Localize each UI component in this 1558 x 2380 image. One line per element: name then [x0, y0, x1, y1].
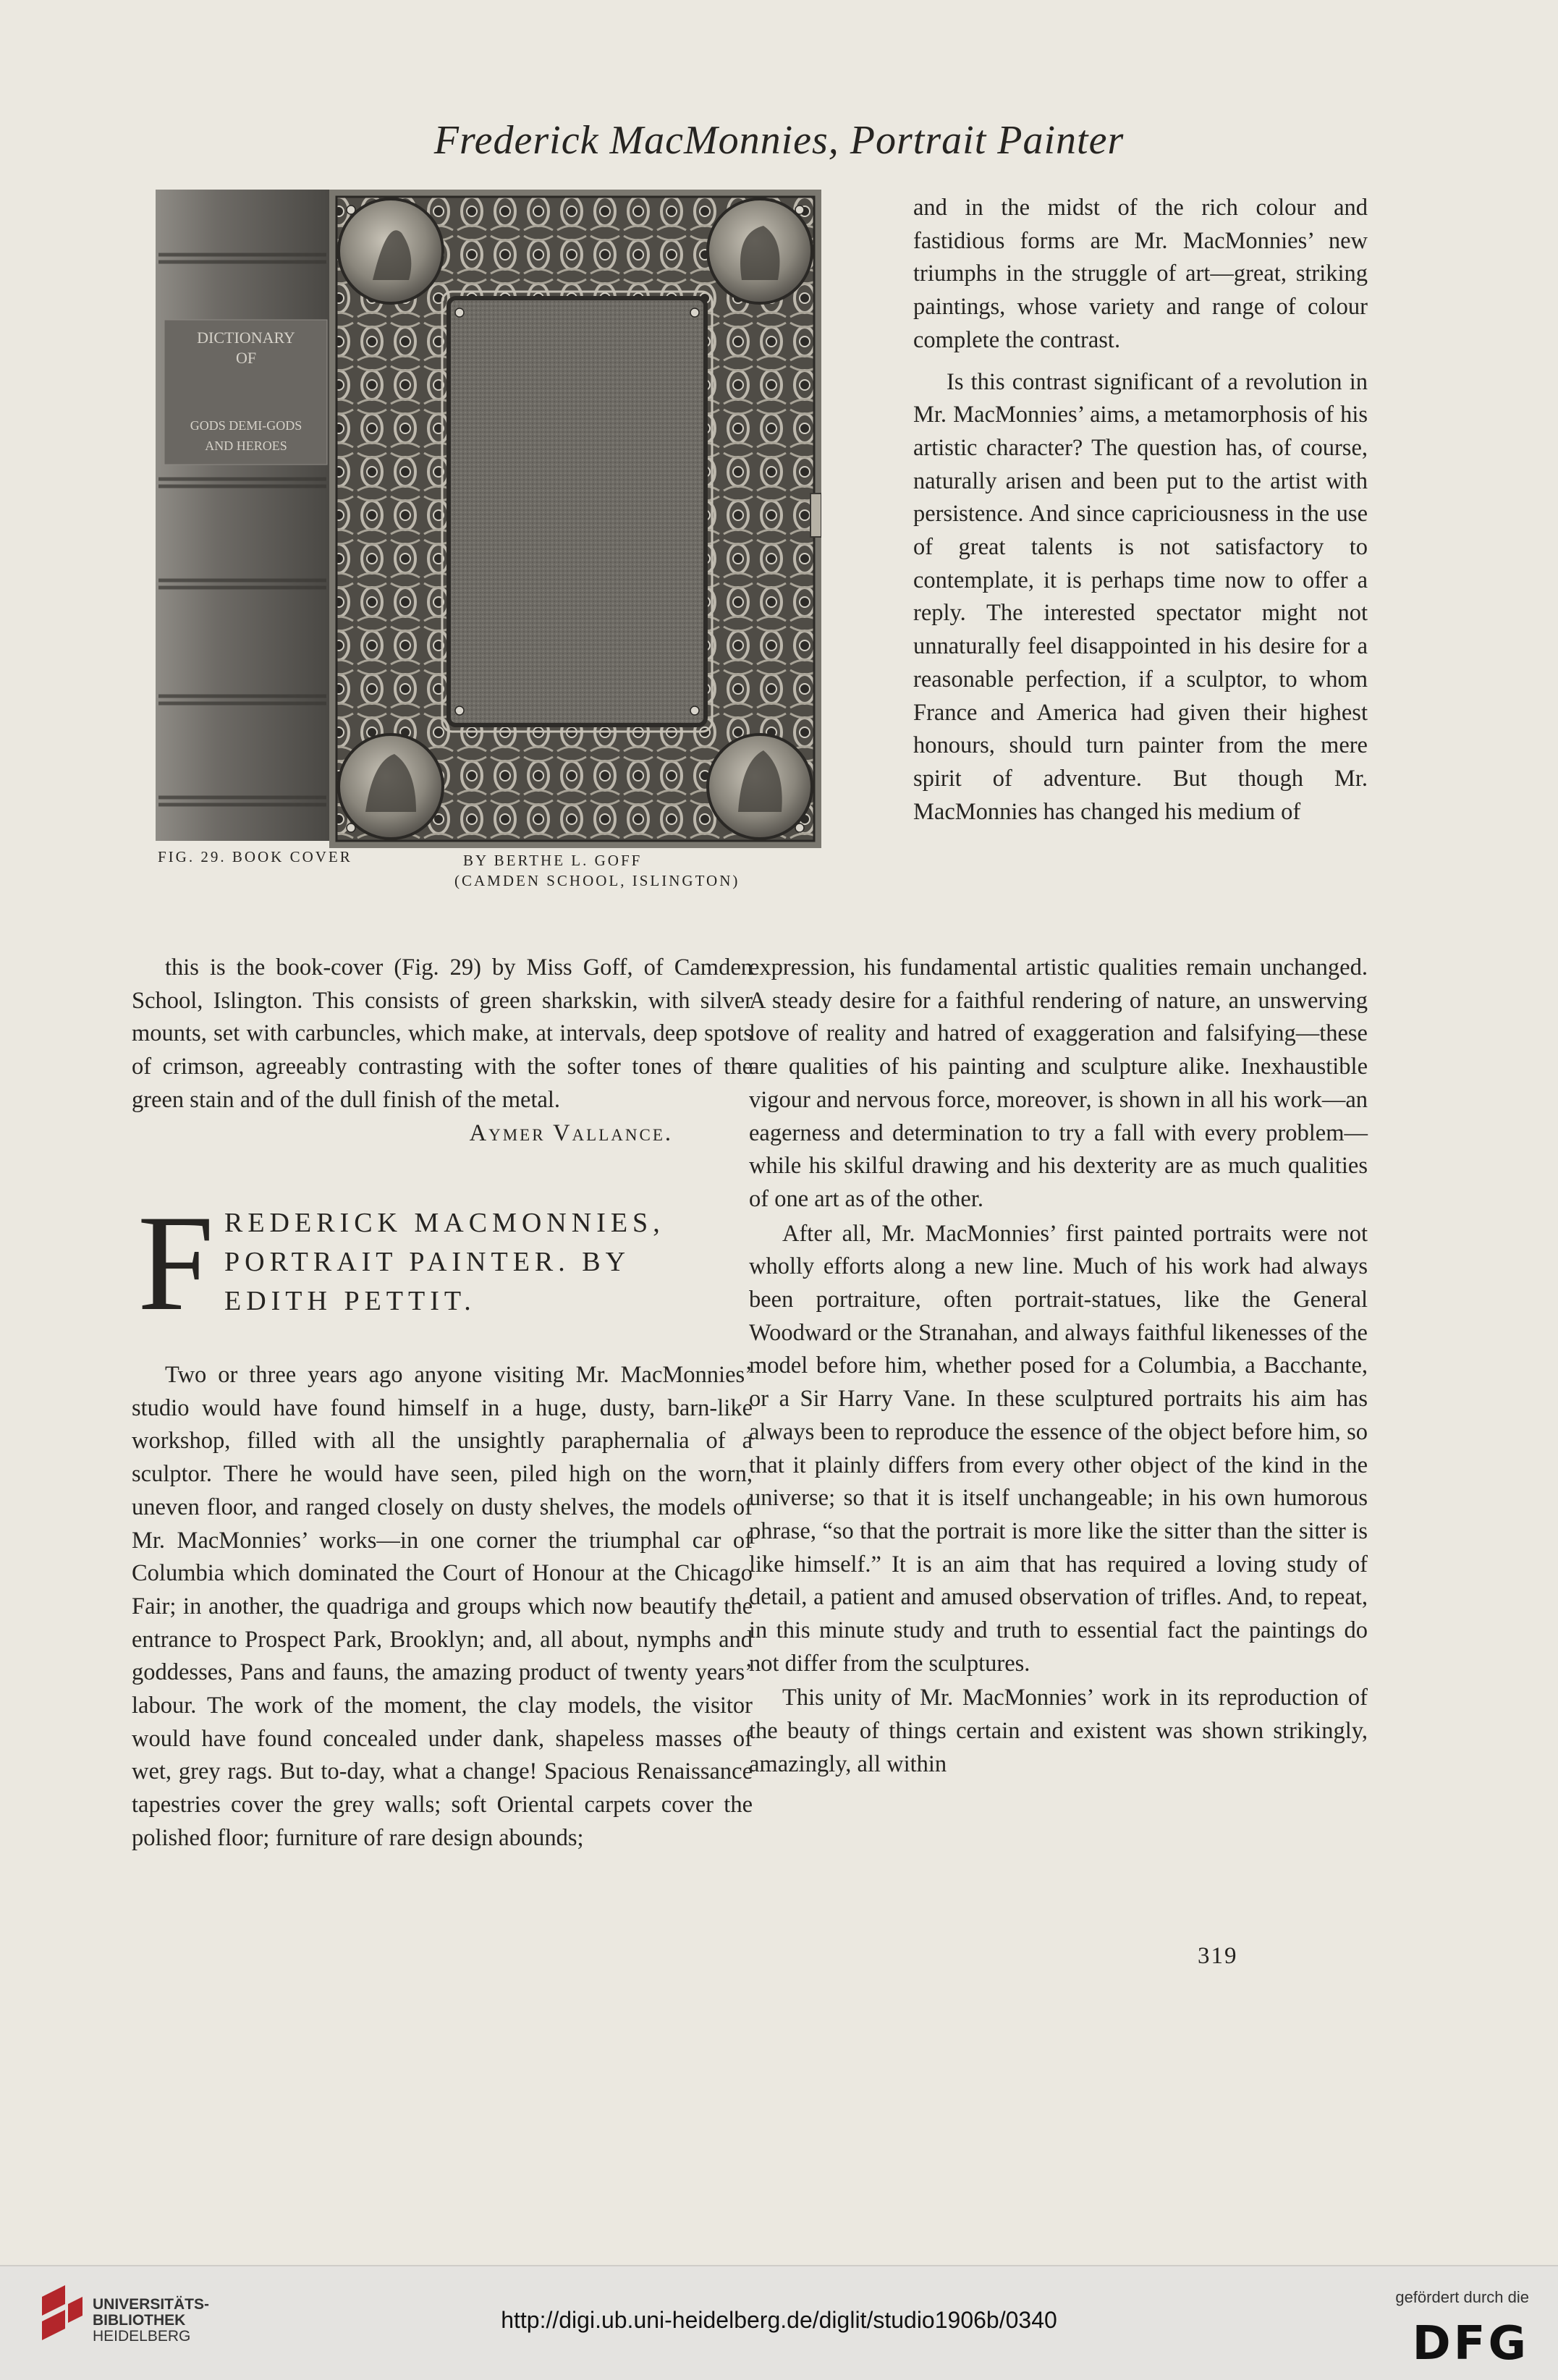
paragraph: expression, his fundamental artistic qualities remain unchanged. A steady desire for a faithful rendering of nature, an unswerving love of reality and hatred of exaggeration and falsifying—these are qualities of his painting and sculpture alike. Inexhaustible vigour and nervous force, moreover, is shown in all his work—an eagerness and determination to try a fall with every problem—while his skilful drawing and his dexterity are as much qualities of one art as of the other. [749, 954, 1368, 1212]
right-column-top [913, 192, 1368, 829]
paragraph: Is this contrast significant of a revolution in Mr. MacMonnies’ aims, a metamorphosis of his artistic character? The question has, of course, naturally arisen and been put to the artist with persistence. And since capriciousness in the use of great talents is not satisfactory to contemplate, it is perhaps time now to offer a reply. The interested spectator might not unnaturally feel disappointed in his desire for a reasonable perfection, if a sculptor, to whom France and America had given their highest honours, should turn painter from the mere spirit of adventure. But though Mr. MacMonnies has changed his medium of [913, 368, 1368, 825]
library-name-line-3: HEIDELBERG [93, 2328, 191, 2345]
dfg-logo: DFG [1412, 2317, 1529, 2371]
library-name-line-1: UNIVERSITÄTS- [93, 2296, 210, 2313]
figure-caption-school: (CAMDEN SCHOOL, ISLINGTON) [454, 872, 740, 889]
funding-label: gefördert durch die [1395, 2288, 1529, 2306]
paragraph: After all, Mr. MacMonnies’ first painted portraits were not wholly efforts along a new line. Much of his work had always been portraiture, often portrait-statues, like the General Woodward or the Stranahan, and always faithful likenesses of the model before him, whether posed for a Columbia, a Bacchante, or a Sir Harry Vane. In these sculptured portraits his aim has always been to reproduce the essence of the object before him, so that it plainly differs from every other object of the kind in the universe; so that it is itself unchangeable; in his own humorous phrase, “so that the portrait is more like the sitter than the sitter is like himself.” It is an aim that has required a loving study of detail, a patient and amused observation of trifles. And, to repeat, in this minute study and truth to essential fact the paintings do not differ from the sculptures. [749, 1220, 1368, 1677]
paragraph: Two or three years ago anyone visiting Mr. MacMonnies’ studio would have found himself in a huge, dusty, barn-like workshop, filled with all the unsightly paraphernalia of a sculptor. There he would have seen, piled high on the worn, uneven floor, and ranged closely on dusty shelves, the models of Mr. MacMonnies’ works—in one corner the triumphal car of Columbia which dominated the Court of Honour at the Chicago Fair; in another, the quadriga and groups which now beautify the entrance to Prospect Park, Brooklyn; and, all about, nymphs and goddesses, Pans and fauns, the amazing product of twenty years’ labour. The work of the moment, the clay models, the visitor would have found concealed under dank, shapeless masses of wet, grey rags. But to-day, what a change! Spacious Renaissance tapestries cover the grey walls; soft Oriental carpets cover the polished floor; furniture of rare design abounds; [132, 1362, 753, 1851]
right-column-body [749, 952, 1368, 1782]
spine-title-line-3: GODS DEMI-GODS [190, 418, 302, 433]
digitization-footer [0, 2265, 1558, 2380]
book-cover-illustration [156, 190, 821, 848]
spine-title-line-2: OF [235, 349, 257, 367]
library-name-line-2: BIBLIOTHEK [93, 2312, 186, 2329]
title-line-3: EDITH PETTIT. [224, 1286, 476, 1316]
digitization-url-link[interactable]: http://digi.ub.uni-heidelberg.de/diglit/studio1906b/0340 [501, 2307, 1057, 2333]
paragraph: This unity of Mr. MacMonnies’ work in its reproduction of the beauty of things certain and existent was shown strikingly, amazingly, all within [749, 1685, 1368, 1777]
article-title [137, 1187, 754, 1339]
drop-cap: F [137, 1187, 214, 1339]
page-number: 319 [1198, 1943, 1238, 1969]
left-column-top [132, 952, 753, 1150]
spine-title-line-1: DICTIONARY [197, 329, 295, 347]
paragraph: this is the book-cover (Fig. 29) by Miss Goff, of Camden School, Islington. This consists of green sharkskin, with silver mounts, set with carbuncles, which make, at intervals, deep spots of crimson, agreeably contrasting with the softer tones of the green stain and of the dull finish of the metal. [132, 954, 753, 1113]
running-head: Frederick MacMonnies, Portrait Painter [433, 118, 1125, 163]
article-signature: Aymer Vallance. [469, 1119, 673, 1146]
paragraph: and in the midst of the rich colour and fastidious forms are Mr. MacMonnies’ new triumphs in the struggle of art—great, striking paintings, whose variety and range of colour complete the contrast. [913, 195, 1368, 353]
figure-caption-left: FIG. 29. BOOK COVER [158, 848, 352, 865]
left-column-body [132, 1359, 753, 1855]
title-line-1: REDERICK MACMONNIES, [224, 1208, 665, 1238]
figure-caption-credit: BY BERTHE L. GOFF [463, 852, 643, 869]
title-line-2: PORTRAIT PAINTER. BY [224, 1247, 631, 1277]
spine-title-line-4: AND HEROES [205, 439, 287, 453]
